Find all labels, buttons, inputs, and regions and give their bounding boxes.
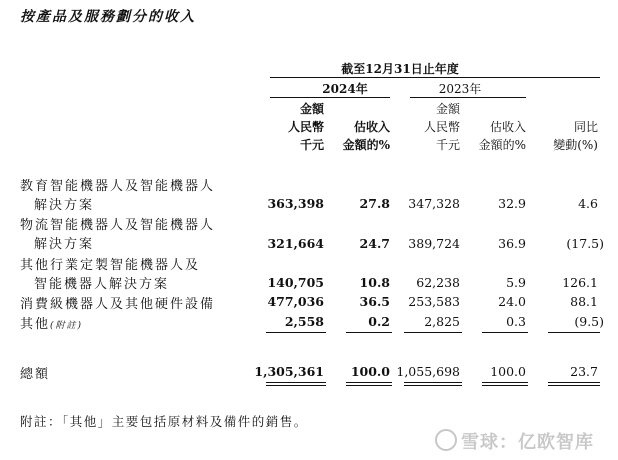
cell-pct24: 24.7 <box>359 236 390 251</box>
col-change-l1: 同比 <box>573 120 598 134</box>
rule-subtotal <box>482 332 528 333</box>
col-pct-2023-l1: 估收入 <box>489 120 526 134</box>
row-label-other-industry: 其他行業定製智能機器人及 <box>20 258 201 273</box>
rule-total <box>482 382 528 383</box>
rule-total <box>346 382 392 383</box>
col-amount-2024-l1: 金額 <box>299 102 324 116</box>
watermark <box>435 428 594 454</box>
cell-pct24: 0.2 <box>368 314 390 329</box>
rule-subtotal <box>404 332 462 333</box>
header-rule-2024 <box>270 97 390 98</box>
rule-total <box>548 385 600 386</box>
cell-change: (9.5) <box>574 314 604 329</box>
rule-total <box>266 382 326 383</box>
cell-pct23: 32.9 <box>498 196 526 211</box>
col-pct-2024-l1: 估收入 <box>353 120 390 134</box>
footnote: 附註：「其他」主要包括原材料及備件的銷售。 <box>20 414 308 429</box>
cell-amt23: 62,238 <box>416 275 460 290</box>
cell-amt23: 2,825 <box>424 314 460 329</box>
header-rule-2023 <box>410 97 526 98</box>
rule-subtotal <box>548 332 600 333</box>
row-label-logistics: 物流智能機器人及智能機器人 <box>20 218 216 233</box>
row-label-total: 總額 <box>20 367 51 382</box>
cell-pct24: 36.5 <box>359 294 390 309</box>
row-label-logistics-cont: 解決方案 <box>34 237 95 252</box>
row-label-education: 教育智能機器人及智能機器人 <box>20 179 216 194</box>
cell-amt24: 363,398 <box>267 196 324 211</box>
period-header: 截至12月31日止年度 <box>341 62 459 76</box>
rule-total <box>266 385 326 386</box>
header-rule-period <box>270 77 600 78</box>
col-amount-2023-l2: 人民幣 <box>423 120 460 134</box>
col-pct-2024-l2: 金額的% <box>342 138 390 152</box>
cell-change: (17.5) <box>566 236 604 251</box>
rule-total <box>482 385 528 386</box>
col-amount-2023-l3: 千元 <box>435 138 460 152</box>
cell-change: 4.6 <box>578 196 598 211</box>
col-amount-2024-l2: 人民幣 <box>287 120 324 134</box>
cell-amt24: 321,664 <box>267 236 324 251</box>
cell-amt24: 140,705 <box>267 275 324 290</box>
cell-pct23: 24.0 <box>498 294 526 309</box>
cell-pct23: 5.9 <box>506 275 526 290</box>
cell-amt24: 477,036 <box>267 294 324 309</box>
col-amount-2024-l3: 千元 <box>299 138 324 152</box>
cell-change: 126.1 <box>562 275 598 290</box>
year-2024-header: 2024年 <box>322 82 368 96</box>
row-label-education-cont: 解決方案 <box>34 198 95 213</box>
row-label-others-text: 其他 <box>20 317 51 332</box>
cell-amt23: 347,328 <box>408 196 460 211</box>
cell-pct23: 0.3 <box>506 314 526 329</box>
cell-pct24: 27.8 <box>359 196 390 211</box>
total-pct24: 100.0 <box>350 364 390 379</box>
cell-pct23: 36.9 <box>498 236 526 251</box>
page-title: 按產品及服務劃分的收入 <box>20 9 196 25</box>
total-change: 23.7 <box>570 364 598 379</box>
total-amt24: 1,305,361 <box>254 364 324 379</box>
cell-change: 88.1 <box>570 294 598 309</box>
snowball-logo-icon <box>435 429 457 451</box>
row-label-others <box>20 313 83 332</box>
watermark-text: 雪球：亿欧智库 <box>461 432 594 453</box>
rule-total <box>346 385 392 386</box>
total-pct23: 100.0 <box>490 364 526 379</box>
cell-amt23: 253,583 <box>408 294 460 309</box>
col-change-l2: 變動(%) <box>553 138 598 152</box>
rule-subtotal <box>346 332 392 333</box>
row-label-other-industry-cont: 智能機器人解決方案 <box>34 277 170 292</box>
rule-total <box>548 382 600 383</box>
cell-amt23: 389,724 <box>408 236 460 251</box>
total-amt23: 1,055,698 <box>396 364 460 379</box>
col-pct-2023-l2: 金額的% <box>478 138 526 152</box>
rule-subtotal <box>266 332 326 333</box>
col-amount-2023-l1: 金額 <box>435 102 460 116</box>
row-label-consumer: 消費級機器人及其他硬件設備 <box>20 297 216 312</box>
cell-amt24: 2,558 <box>284 314 324 329</box>
year-2023-header: 2023年 <box>438 82 482 96</box>
rule-total <box>404 382 462 383</box>
cell-pct24: 10.8 <box>359 275 390 290</box>
footnote-ref: (附註) <box>50 321 84 331</box>
rule-total <box>404 385 462 386</box>
